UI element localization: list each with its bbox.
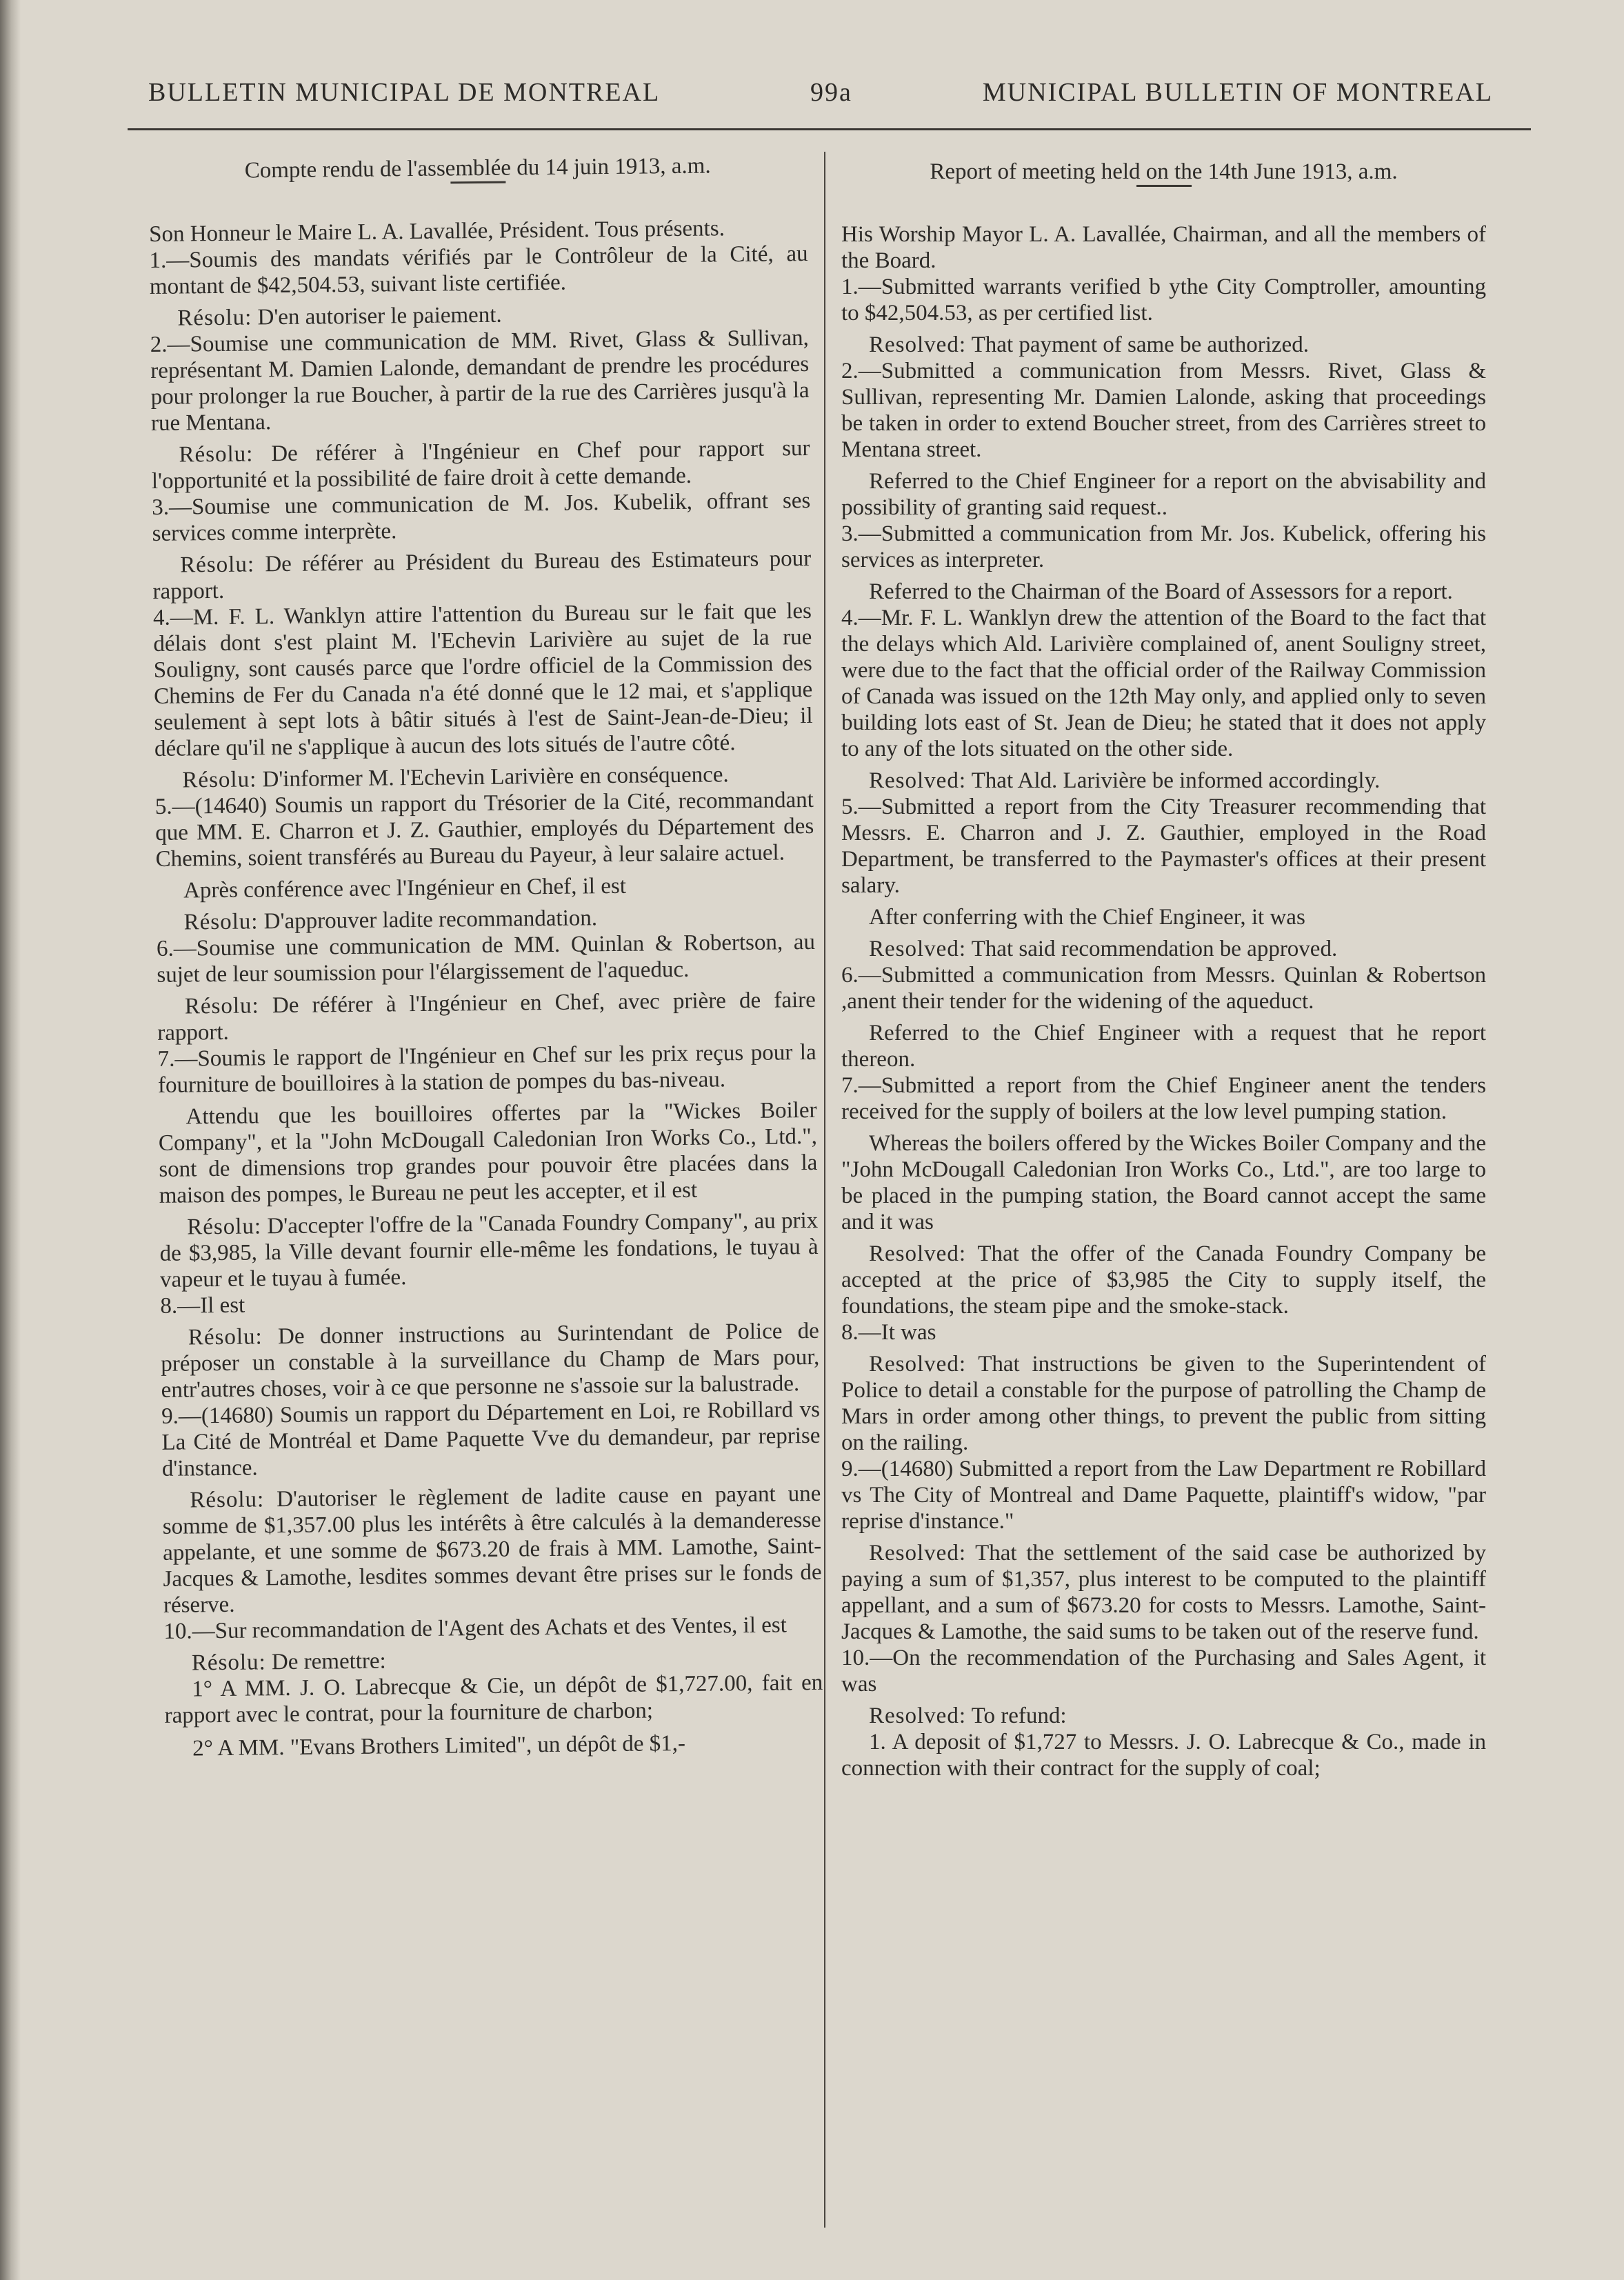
french-resolution-text: D'approuver ladite recommandation. <box>263 906 598 934</box>
english-resolution-text: That the offer of the Canada Foundry Company be accepted at the price of $3,985 the City to supply itself, the foundations, the steam pipe and the smoke-stack. <box>841 1241 1486 1319</box>
english-item-resolution <box>841 1703 1486 1729</box>
french-item-text: 7.—Soumis le rapport de l'Ingénieur en Chef sur les prix reçus pour la fourniture de bouilloires à la station de pompes du bas-niveau. <box>157 1039 816 1098</box>
english-item-9 <box>841 1456 1486 1645</box>
english-item-resolution <box>841 468 1486 521</box>
english-item-5 <box>841 794 1486 962</box>
english-item-resolution <box>841 768 1486 794</box>
english-item-text: 6.—Submitted a communication from Messrs. Quinlan & Robertson ,anent their tender for the widening of the aqueduct. <box>841 963 1486 1014</box>
english-resolution-label: Resolved: <box>869 768 966 793</box>
english-resolution-label: Resolved: <box>869 1352 966 1377</box>
french-item-4 <box>153 598 814 794</box>
english-title-rule <box>1136 185 1192 187</box>
french-presence: Son Honneur le Maire L. A. Lavallée, Président. Tous présents. <box>148 216 725 247</box>
english-item-text: 2.—Submitted a communication from Messrs. Rivet, Glass & Sullivan, representing Mr. Damien Lalonde, asking that proceedings be taken in order to extend Boucher street, from des Carrières street to Mentana street. <box>841 359 1486 462</box>
english-presence: His Worship Mayor L. A. Lavallée, Chairman, and all the members of the Board. <box>841 222 1486 273</box>
french-item-preamble: Après conférence avec l'Ingénieur en Chef, il est <box>183 873 627 903</box>
french-item-5 <box>155 787 815 936</box>
french-resolution-text: D'en autoriser le paiement. <box>257 302 502 330</box>
french-resolution-label: Résolu: <box>184 993 259 1019</box>
english-resolution-text: That instructions be given to the Superintendent of Police to detail a constable for the purpose of patrolling the Champ de Mars in order among other things, to prevent the public from sitting on the railing. <box>841 1352 1487 1455</box>
english-item-text: 9.—(14680) Submitted a report from the Law Department re Robillard vs The City of Montreal and Dame Paquette, plaintiff's widow, "par reprise d'instance." <box>841 1457 1486 1534</box>
french-item-text: 3.—Soumise une communication de M. Jos. Kubelik, offrant ses services comme interprète. <box>152 488 811 546</box>
french-item-1 <box>149 241 808 332</box>
english-item-4 <box>841 605 1486 794</box>
french-resolution-label: Résolu: <box>179 441 254 468</box>
french-resolution-text: De référer à l'Ingénieur en Chef pour rapport sur l'opportunité et la possibilité de faire droit à cette demande. <box>151 435 810 494</box>
english-resolution-text: That said recommendation be approved. <box>971 937 1338 961</box>
column-divider <box>824 152 825 2228</box>
english-item-resolution <box>841 332 1486 358</box>
english-item-text: 5.—Submitted a report from the City Treasurer recommending that Messrs. E. Charron and J. Z. Gauthier, employed in the Road Department, be transferred to the Paymaster's offices at their present salary. <box>841 794 1486 898</box>
english-item-text: 3.—Submitted a communication from Mr. Jos. Kubelick, offering his services as interpreter. <box>841 521 1486 572</box>
english-item-resolution <box>841 1241 1486 1319</box>
french-sub-item: 1° A MM. J. O. Labrecque & Cie, un dépôt de $1,727.00, fait en rapport avec le contrat, pour la fourniture de charbon; <box>164 1670 823 1728</box>
header-title-english: MUNICIPAL BULLETIN OF MONTREAL <box>982 78 1493 107</box>
english-item-7 <box>841 1072 1486 1319</box>
french-item-preamble: Attendu que les bouilloires offertes par la "Wickes Boiler Company", et la "John McDougall Caledonian Iron Works Co., Ltd.", sont de dimensions trop grandes pour pouvoir être placées dans la maison des pompes, le Bureau ne peut les accepter, et il est <box>158 1097 818 1208</box>
english-column <box>841 159 1486 1788</box>
english-item-resolution <box>841 1351 1486 1456</box>
english-item-10 <box>841 1645 1486 1729</box>
english-resolution-text: Referred to the Chief Engineer with a request that he report thereon. <box>841 1021 1486 1072</box>
french-item-text: 6.—Soumise une communication de MM. Quinlan & Robertson, au sujet de leur soumission pour l'élargissement de l'aqueduc. <box>156 929 816 988</box>
english-resolution-label: Resolved: <box>869 937 966 961</box>
page-header <box>148 77 1493 119</box>
french-resolution-label: Résolu: <box>191 1650 266 1676</box>
page-number: 99a <box>810 78 852 107</box>
french-item-resolution <box>161 1318 820 1403</box>
french-resolution-text: De référer au Président du Bureau des Estimateurs pour rapport. <box>152 546 812 604</box>
french-resolution-label: Résolu: <box>190 1487 265 1513</box>
english-resolution-label: Resolved: <box>869 1241 966 1266</box>
french-resolution-label: Résolu: <box>187 1214 262 1240</box>
french-resolution-text: D'informer M. l'Echevin Larivière en conséquence. <box>262 762 729 792</box>
french-resolution-label: Résolu: <box>188 1324 263 1350</box>
english-item-resolution <box>841 579 1486 605</box>
english-resolution-label: Resolved: <box>869 332 966 357</box>
french-item-10 <box>163 1612 823 1677</box>
english-resolution-text: Referred to the Chairman of the Board of Assessors for a report. <box>869 579 1453 604</box>
header-rule <box>128 128 1531 130</box>
french-column <box>148 152 823 1769</box>
english-resolution-text: That Ald. Larivière be informed accordingly. <box>971 768 1381 793</box>
english-resolution-text: To refund: <box>971 1703 1067 1728</box>
english-item-preamble: Whereas the boilers offered by the Wickes Boiler Company and the "John McDougall Caledonian Iron Works Co., Ltd.", are too large to be placed in the pumping station, the Board cannot accept the same and it was <box>841 1131 1486 1234</box>
english-item-text: 1.—Submitted warrants verified b ythe City Comptroller, amounting to $42,504.53, as per certified list. <box>841 274 1486 326</box>
english-sub-items <box>841 1729 1486 1781</box>
english-resolution-text: That payment of same be authorized. <box>971 332 1309 357</box>
english-title: Report of meeting held on the 14th June 1913, a.m. <box>930 159 1398 184</box>
french-sub-items <box>164 1670 823 1762</box>
french-item-text: 9.—(14680) Soumis un rapport du Département en Loi, re Robillard vs La Cité de Montréal et Dame Paquette Vve du demandeur, par reprise d'instance. <box>161 1397 821 1481</box>
english-item-text: 8.—It was <box>841 1320 936 1345</box>
english-item-resolution <box>841 1020 1486 1072</box>
english-resolution-text: That the settlement of the said case be authorized by paying a sum of $1,357, plus interest to be computed to the plaintiff appellant, and a sum of $673.20 for costs to Messrs. Lamothe, Saint-Jacques & Lamothe, the said sums to be taken out of the reserve fund. <box>841 1541 1486 1644</box>
french-item-text: 2.—Soumise une communication de MM. Rivet, Glass & Sullivan, représentant M. Damien Lalonde, demandant de prendre les procédures pour prolonger la rue Boucher, à partir de la rue des Carrières jusqu'à la rue Mentana. <box>150 325 810 436</box>
english-item-text: 4.—Mr. F. L. Wanklyn drew the attention of the Board to the fact that the delays which Ald. Larivière complained of, anent Souligny street, were due to the fact that the official order of the Railway Commission of Canada was issued on the 12th May only, and applied only to seven building lots east of St. Jean de Dieu; he stated that it does not apply to any of the lots situated on the other side. <box>841 606 1486 761</box>
french-item-resolution <box>151 435 810 494</box>
french-resolution-text: D'autoriser le règlement de ladite cause en payant une somme de $1,357.00 plus les intérêts à être calculés à la demanderesse appelante, et une somme de $673.20 de frais à MM. Lamothe, Saint-Jacques & Lamothe, lesdites sommes devant être prises sur le fonds de réserve. <box>162 1481 822 1618</box>
french-item-text: 4.—M. F. L. Wanklyn attire l'attention du Bureau sur le fait que les délais dont s'est plaint M. l'Echevin Larivière au sujet de la rue Souligny, sont causés parce que l'ordre officiel de la Commission des Chemins de Fer du Canada n'a été donné que le 12 mai, et s'applique seulement à sept lots à bâtir situés à l'est de Saint-Jean-de-Dieu; il déclare qu'il ne s'applique à aucun des lots situés de l'autre côté. <box>152 598 813 761</box>
header-title-french: BULLETIN MUNICIPAL DE MONTREAL <box>148 78 661 107</box>
french-resolution-text: De remettre: <box>271 1648 386 1675</box>
english-item-resolution <box>841 1540 1486 1645</box>
french-resolution-label: Résolu: <box>182 767 257 793</box>
english-items <box>841 274 1486 1729</box>
french-resolution-label: Résolu: <box>179 552 255 578</box>
french-item-2 <box>150 325 810 494</box>
english-sub-item: 1. A deposit of $1,727 to Messrs. J. O. Labrecque & Co., made in connection with their contract for the supply of coal; <box>841 1730 1486 1781</box>
english-item-2 <box>841 358 1486 521</box>
french-item-text: 5.—(14640) Soumis un rapport du Trésorier de la Cité, recommandant que MM. E. Charron et J. Z. Gauthier, employés du Département des Chemins, soient transférés au Bureau du Payeur, à leur salaire actuel. <box>154 787 814 872</box>
english-resolution-text: Referred to the Chief Engineer for a report on the abvisability and possibility of granting said request.. <box>841 469 1486 520</box>
french-resolution-text: D'accepter l'offre de la "Canada Foundry Company", au prix de $3,985, la Ville devant fournir elle-même les fondations, le tuyau à vapeur et le tuyau à fumée. <box>159 1208 819 1292</box>
english-item-preamble: After conferring with the Chief Engineer, it was <box>869 905 1305 930</box>
english-item-resolution <box>841 936 1486 962</box>
french-resolution-text: De donner instructions au Surintendant de Police de préposer un constable à la surveillance du Champ de Mars pour, entr'autres choses, voir à ce que personne ne s'assoie sur la balustrade. <box>161 1318 820 1403</box>
french-item-resolution <box>159 1208 819 1293</box>
french-resolution-label: Résolu: <box>177 305 252 331</box>
french-resolution-label: Résolu: <box>183 909 259 935</box>
english-item-text: 7.—Submitted a report from the Chief Engineer anent the tenders received for the supply of boilers at the low level pumping station. <box>841 1073 1486 1124</box>
english-resolution-label: Resolved: <box>869 1541 966 1566</box>
french-item-text: 1.—Soumis des mandats vérifiés par le Contrôleur de la Cité, au montant de $42,504.53, suivant liste certifiée. <box>149 241 808 299</box>
french-resolution-text: De référer à l'Ingénieur en Chef, avec prière de faire rapport. <box>157 987 816 1046</box>
book-spine-shadow <box>0 0 21 2280</box>
english-item-8 <box>841 1319 1486 1456</box>
french-item-6 <box>157 929 816 1046</box>
french-title: Compte rendu de l'assemblée du 14 juin 1913, a.m. <box>244 153 711 183</box>
french-item-resolution <box>162 1481 822 1619</box>
french-item-resolution <box>152 546 812 605</box>
french-items <box>149 241 823 1677</box>
english-item-3 <box>841 521 1486 605</box>
french-sub-item: 2° A MM. "Evans Brothers Limited", un dépôt de $1,- <box>192 1730 686 1761</box>
french-item-text: 10.—Sur recommandation de l'Agent des Achats et des Ventes, il est <box>163 1612 788 1644</box>
french-item-3 <box>152 488 812 605</box>
english-item-1 <box>841 274 1486 358</box>
french-item-7 <box>157 1039 819 1293</box>
english-item-text: 10.—On the recommendation of the Purchasing and Sales Agent, it was <box>841 1646 1486 1697</box>
french-item-resolution <box>157 987 816 1046</box>
english-resolution-label: Resolved: <box>869 1703 966 1728</box>
french-item-8 <box>160 1286 820 1403</box>
french-item-text: 8.—Il est <box>160 1292 245 1319</box>
english-item-6 <box>841 962 1486 1072</box>
french-item-9 <box>161 1397 822 1619</box>
